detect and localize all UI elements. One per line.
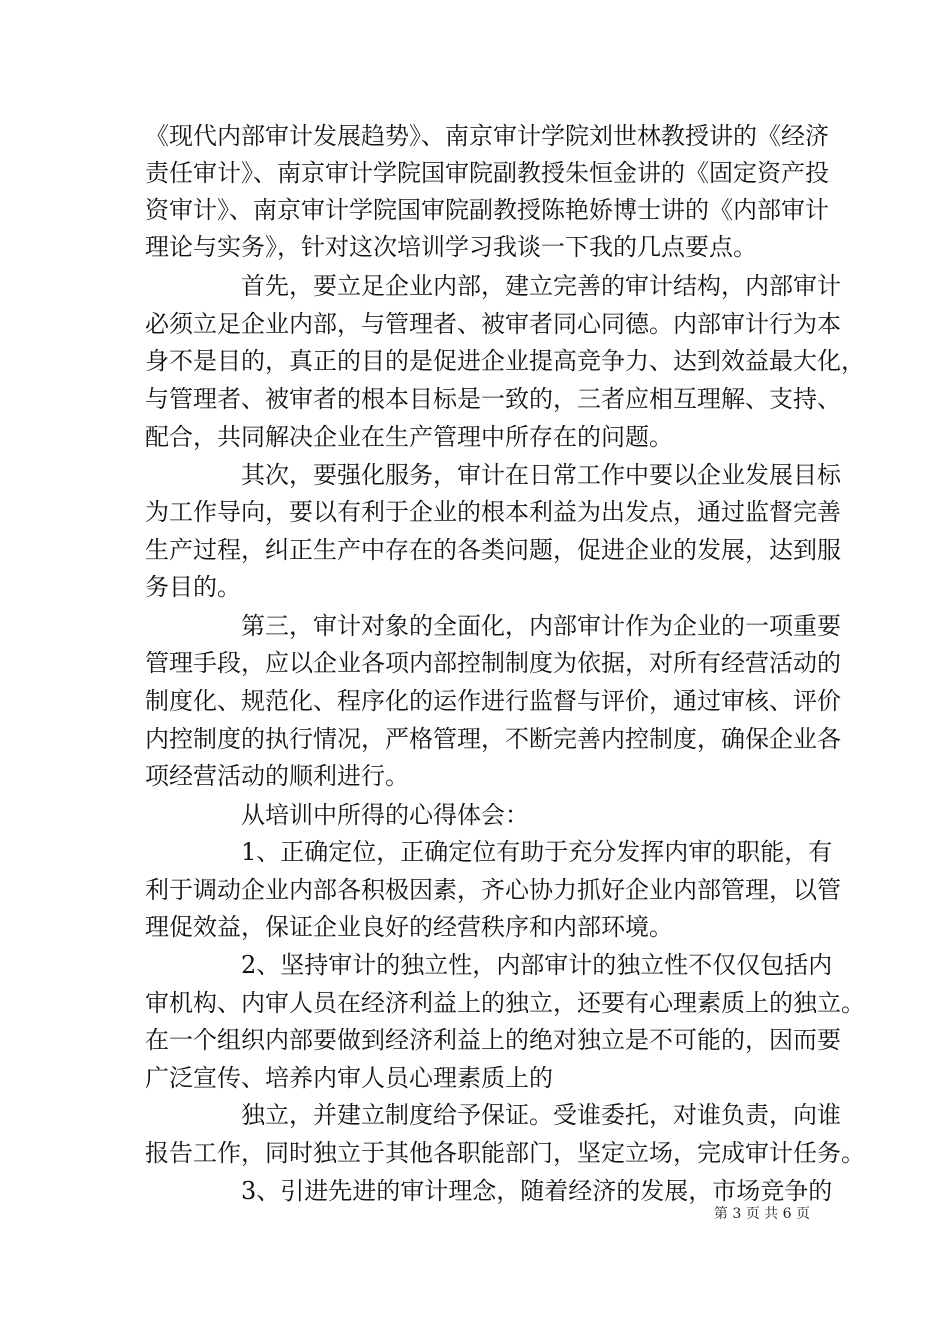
text-line: 《现代内部审计发展趋势》、南京审计学院刘世林教授讲的《经济: [145, 122, 829, 150]
paragraph-first-line: 其次，要强化服务，审计在日常工作中要以企业发展目标: [241, 461, 841, 489]
paragraph-first-line: 3、引进先进的审计理念，随着经济的发展，市场竞争的: [241, 1177, 833, 1205]
text-line: 审机构、内审人员在经济利益上的独立，还要有心理素质上的独立。: [145, 989, 865, 1017]
text-line: 为工作导向，要以有利于企业的根本利益为出发点，通过监督完善: [145, 498, 841, 526]
text-line: 在一个组织内部要做到经济利益上的绝对独立是不可能的，因而要: [145, 1026, 841, 1054]
section-heading: 从培训中所得的心得体会：: [241, 801, 529, 829]
text-line: 广泛宣传、培养内审人员心理素质上的: [145, 1064, 553, 1092]
text-line: 报告工作，同时独立于其他各职能部门，坚定立场，完成审计任务。: [145, 1139, 865, 1167]
text-line: 独立，并建立制度给予保证。受谁委托，对谁负责，向谁: [241, 1101, 841, 1129]
text-line: 配合，共同解决企业在生产管理中所存在的问题。: [145, 423, 673, 451]
text-line: 务目的。: [145, 573, 241, 601]
paragraph-first-line: 1、正确定位，正确定位有助于充分发挥内审的职能，有: [241, 838, 833, 866]
text-line: 管理手段，应以企业各项内部控制制度为依据，对所有经营活动的: [145, 649, 841, 677]
text-line: 资审计》、南京审计学院国审院副教授陈艳娇博士讲的《内部审计: [145, 196, 829, 224]
paragraph-first-line: 2、坚持审计的独立性，内部审计的独立性不仅仅包括内: [241, 951, 833, 979]
text-line: 责任审计》、南京审计学院国审院副教授朱恒金讲的《固定资产投: [145, 159, 829, 187]
text-line: 理论与实务》，针对这次培训学习我谈一下我的几点要点。: [145, 233, 757, 261]
text-line: 制度化、规范化、程序化的运作进行监督与评价，通过审核、评价: [145, 687, 841, 715]
paragraph-first-line: 第三，审计对象的全面化，内部审计作为企业的一项重要: [241, 612, 841, 640]
text-line: 内控制度的执行情况，严格管理，不断完善内控制度，确保企业各: [145, 725, 841, 753]
text-line: 必须立足企业内部，与管理者、被审者同心同德。内部审计行为本: [145, 310, 841, 338]
text-line: 利于调动企业内部各积极因素，齐心协力抓好企业内部管理，以管: [145, 876, 841, 904]
text-line: 理促效益，保证企业良好的经营秩序和内部环境。: [145, 913, 673, 941]
paragraph-first-line: 首先，要立足企业内部，建立完善的审计结构，内部审计: [241, 272, 841, 300]
text-line: 身不是目的，真正的目的是促进企业提高竞争力、达到效益最大化，: [145, 347, 865, 375]
page-number: 第 3 页 共 6 页: [713, 1206, 810, 1222]
text-line: 生产过程，纠正生产中存在的各类问题，促进企业的发展，达到服: [145, 536, 841, 564]
text-line: 与管理者、被审者的根本目标是一致的，三者应相互理解、支持、: [145, 385, 841, 413]
text-line: 项经营活动的顺利进行。: [145, 762, 409, 790]
